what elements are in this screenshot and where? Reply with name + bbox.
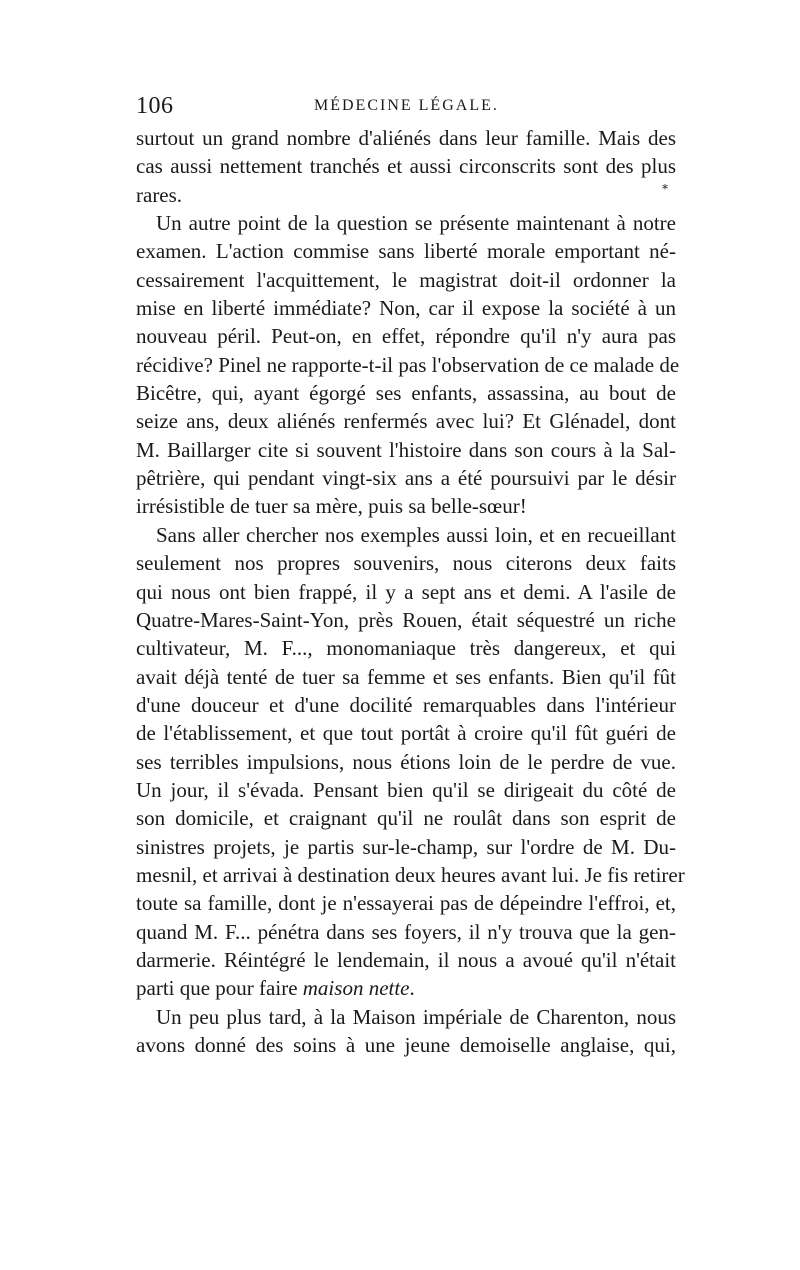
text-line: Un peu plus tard, à la Maison impériale de Charenton, nous [156,1004,676,1029]
text-line: de l'établissement, et que tout portât à croire qu'il fût guéri de [136,721,676,746]
text-line: toute sa famille, dont je n'essayerai pas de dépeindre l'effroi, et, [136,891,676,916]
text-line: Un jour, il s'évada. Pensant bien qu'il se dirigeait du côté de [136,777,676,802]
body-text [136,124,685,1059]
text-line: Bicêtre, qui, ayant égorgé ses enfants, assassina, au bout de [136,381,676,406]
text-line: avons donné des soins à une jeune demoiselle anglaise, qui, [136,1033,676,1057]
text-line: surtout un grand nombre d'aliénés dans leur famille. Mais des [136,126,676,150]
text-line: cas aussi nettement tranchés et aussi circonscrits sont des plus [136,154,676,179]
text-line: mesnil, et arrivai à destination deux heures avant lui. Je fis retirer [136,862,685,887]
text-line: pêtrière, qui pendant vingt-six ans a été poursuivi par le désir [136,466,676,491]
text-line: sinistres projets, je partis sur-le-champ, sur l'ordre de M. Du- [136,834,676,859]
running-head [136,93,676,123]
text-line: Sans aller chercher nos exemples aussi loin, et en recueillant [156,522,676,547]
page-number: 106 [136,93,174,119]
text-line: mise en liberté immédiate? Non, car il expose la société à un [136,296,676,321]
text-line: Un autre point de la question se présente maintenant à notre [156,211,676,236]
text-line: seize ans, deux aliénés renfermés avec lui? Et Glénadel, dont [136,409,676,434]
text-line: Quatre-Mares-Saint-Yon, près Rouen, était séquestré un riche [136,607,676,632]
text-line: darmerie. Réintégré le lendemain, il nous a avoué qu'il n'était [136,947,676,972]
text-line: parti que pour faire maison nette. [136,976,415,1001]
text-line: avait déjà tenté de tuer sa femme et ses enfants. Bien qu'il fût [136,664,676,689]
text-line: rares. [136,182,183,207]
running-title: MÉDECINE LÉGALE. [314,97,499,114]
text-line: seulement nos propres souvenirs, nous citerons deux faits [136,551,676,576]
stray-mark: ⁎ [662,178,668,192]
text-line: examen. L'action commise sans liberté morale emportant né- [136,239,676,264]
text-line: d'une douceur et d'une docilité remarquables dans l'intérieur [136,692,676,717]
text-line: ses terribles impulsions, nous étions loin de le perdre de vue. [136,749,676,774]
text-line: son domicile, et craignant qu'il ne roulât dans son esprit de [136,806,676,831]
text-line: M. Baillarger cite si souvent l'histoire dans son cours à la Sal- [136,437,676,462]
text-line: quand M. F... pénétra dans ses foyers, il n'y trouva que la gen- [136,919,676,944]
text-line: récidive? Pinel ne rapporte-t-il pas l'observation de ce malade de [136,352,680,377]
text-line: cessairement l'acquittement, le magistrat doit-il ordonner la [136,267,676,292]
italic-phrase: maison nette [302,976,410,1001]
text-line: irrésistible de tuer sa mère, puis sa belle-sœur! [136,494,527,519]
text-line: nouveau péril. Peut-on, en effet, répondre qu'il n'y aura pas [136,324,676,349]
text-line: cultivateur, M. F..., monomaniaque très dangereux, et qui [136,636,676,661]
text-line: qui nous ont bien frappé, il y a sept ans et demi. A l'asile de [136,579,676,604]
